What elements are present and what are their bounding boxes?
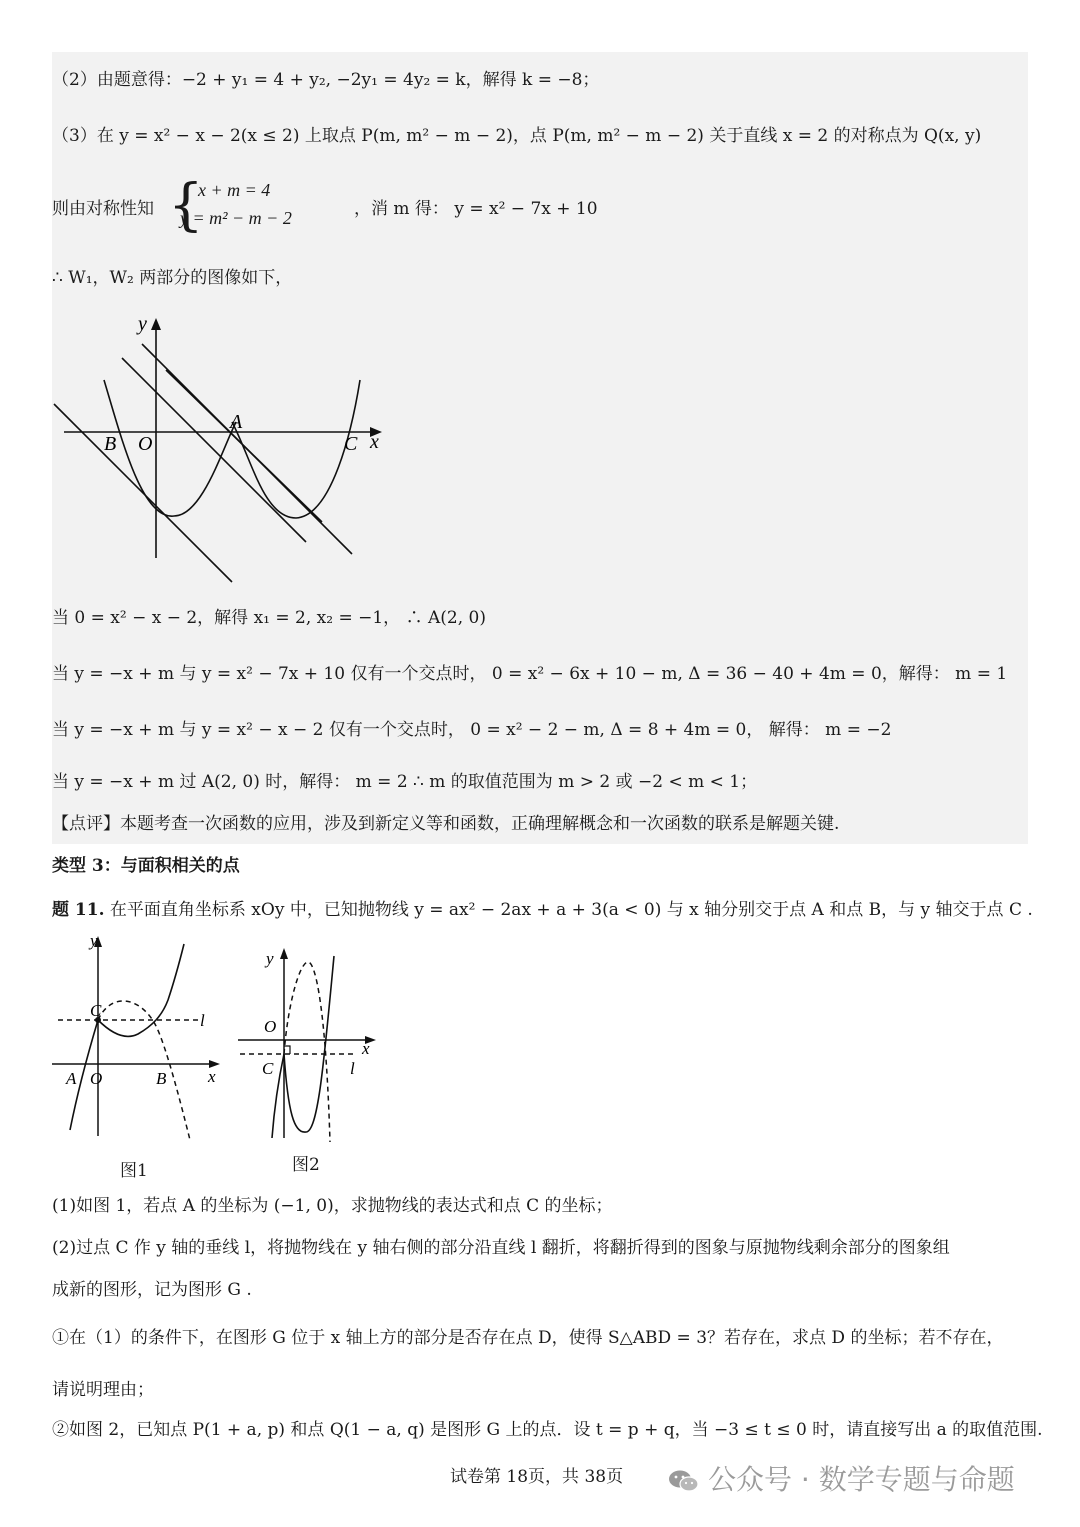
fig2-label-O: O xyxy=(264,1017,277,1036)
fig2-caption: 图2 xyxy=(292,1155,320,1175)
system-row1: x + m = 4 xyxy=(198,180,271,200)
fig2-parabola-folded xyxy=(284,956,334,1132)
fig1-caption: 图1 xyxy=(120,1161,148,1181)
solution-part2: （2）由题意得：−2 + y₁ = 4 + y₂, −2y₁ = 4y₂ = k，解得 k = −8； xyxy=(52,70,600,90)
solution-line-a: 当 0 = x² − x − 2，解得 x₁ = 2, x₂ = −1， ∴ A(2, 0) xyxy=(52,608,486,628)
question-2a-line2: 请说明理由； xyxy=(52,1380,154,1400)
fig2-parabola-left xyxy=(272,1054,284,1138)
label-y: y xyxy=(138,313,147,335)
graph-intro: ∴ W₁，W₂ 两部分的图像如下， xyxy=(52,268,293,288)
symmetry-prefix: 则由对称性知 xyxy=(52,199,154,219)
system-row2: y = m² − m − 2 xyxy=(180,208,292,228)
graph-w1-w2 xyxy=(52,310,392,590)
question-1: (1)如图 1，若点 A 的坐标为 (−1, 0)，求抛物线的表达式和点 C 的坐标； xyxy=(52,1196,613,1216)
problem-text: 在平面直角坐标系 xOy 中，已知抛物线 y = ax² − 2ax + a + 3(a < 0) 与 x 轴分别交于点 A 和点 B，与 y 轴交于点 C . xyxy=(109,900,1033,920)
figure-1 xyxy=(52,930,230,1148)
fig1-label-C: C xyxy=(90,1001,102,1020)
line-m-low xyxy=(54,404,232,582)
problem-statement xyxy=(52,898,1033,922)
page-footer: 试卷第 18页，共 38页 xyxy=(450,1467,624,1487)
question-2b: ②如图 2，已知点 P(1 + a, p) 和点 Q(1 − a, q) 是图形 G 上的点．设 t = p + q，当 −3 ≤ t ≤ 0 时，请直接写出 a 的取值范围. xyxy=(52,1420,1043,1440)
fig1-label-O: O xyxy=(90,1069,103,1088)
question-2-line1: (2)过点 C 作 y 轴的垂线 l，将抛物线在 y 轴右侧的部分沿直线 l 翻折，将翻折得到的图象与原抛物线剩余部分的图象组 xyxy=(52,1238,950,1258)
solution-line-c: 当 y = −x + m 与 y = x² − x − 2 仅有一个交点时， 0 = x² − 2 − m, Δ = 8 + 4m = 0， 解得： m = −2 xyxy=(52,720,892,740)
question-2a-line1: ①在（1）的条件下，在图形 G 位于 x 轴上方的部分是否存在点 D，使得 S△ABD = 3？若存在，求点 D 的坐标；若不存在， xyxy=(52,1328,1004,1348)
watermark xyxy=(668,1458,1015,1498)
label-B: B xyxy=(104,433,117,455)
solution-comment: 【点评】本题考查一次函数的应用，涉及到新定义等和函数，正确理解概念和一次函数的联系是解题关键. xyxy=(52,814,840,834)
label-O: O xyxy=(138,433,153,455)
fig1-label-B: B xyxy=(156,1069,167,1088)
y-axis-arrow xyxy=(151,318,161,330)
fig2-label-x: x xyxy=(362,1039,370,1058)
symmetry-suffix: ，消 m 得： y = x² − 7x + 10 xyxy=(354,199,598,219)
watermark-text: 公众号 · 数学专题与命题 xyxy=(708,1463,1015,1496)
fig1-label-x: x xyxy=(208,1067,216,1086)
wechat-icon xyxy=(668,1469,700,1493)
fig1-parabola-dashed xyxy=(98,1001,190,1140)
fig2-label-y: y xyxy=(266,949,274,968)
fig2-parabola-dashed xyxy=(284,962,330,1142)
fig2-y-arrow xyxy=(280,948,288,959)
fig1-parabola-folded xyxy=(98,944,184,1036)
left-brace: { xyxy=(168,173,204,238)
solution-line-b: 当 y = −x + m 与 y = x² − 7x + 10 仅有一个交点时， 0 = x² − 6x + 10 − m, Δ = 36 − 40 + 4m = 0，解得： m = 1 xyxy=(52,664,1008,684)
problem-label: 题 11. xyxy=(52,900,105,920)
fig2-label-C: C xyxy=(262,1059,274,1078)
label-C: C xyxy=(344,433,358,455)
section-title: 类型 3：与面积相关的点 xyxy=(52,856,240,876)
label-x: x xyxy=(370,431,379,453)
figure-2 xyxy=(236,942,386,1148)
label-A: A xyxy=(230,411,243,433)
fig1-label-A: A xyxy=(66,1069,77,1088)
parabola-w1 xyxy=(104,380,236,516)
fig1-label-y: y xyxy=(90,931,98,950)
question-2-line2: 成新的图形，记为图形 G . xyxy=(52,1280,252,1300)
solution-line-d: 当 y = −x + m 过 A(2, 0) 时，解得： m = 2 ∴ m 的取值范围为 m > 2 或 −2 < m < 1； xyxy=(52,772,758,792)
fig1-label-l: l xyxy=(200,1011,205,1030)
solution-part3: （3）在 y = x² − x − 2(x ≤ 2) 上取点 P(m, m² − m − 2)，点 P(m, m² − m − 2) 关于直线 x = 2 的对称点为 Q(x, y) xyxy=(52,126,982,146)
fig2-label-l: l xyxy=(350,1059,355,1078)
